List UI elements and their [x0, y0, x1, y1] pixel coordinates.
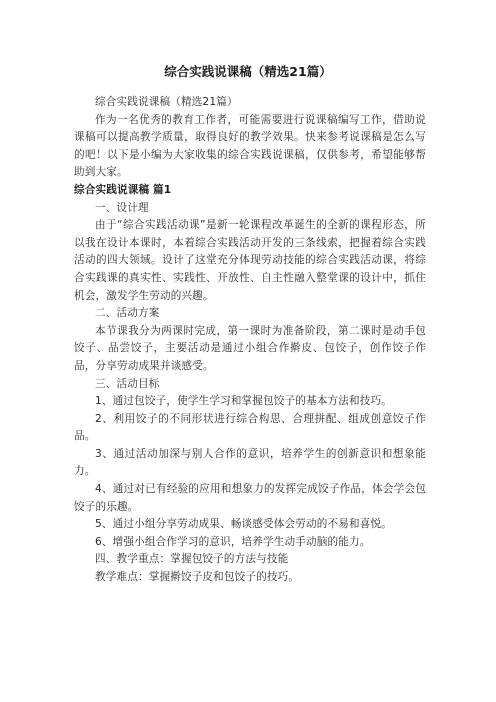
paragraph-intro: 作为一名优秀的教育工作者，可能需要进行说课稿编写工作，借助说课稿可以提高教学质量，取得良好的教学效果。快来参考说课稿是怎么写的吧！以下是小编为大家收集的综合实践说课稿，仅供参考，希望能够帮助到大家。 [74, 113, 426, 179]
paragraph-goal-2: 2、利用饺子的不同形状进行综合构思、合理拼配、组成创意饺子作品。 [74, 412, 426, 443]
paragraph-subtitle: 综合实践说课稿（精选21篇） [95, 96, 238, 108]
paragraph-difficulty: 教学难点：掌握擀饺子皮和包饺子的技巧。 [95, 571, 300, 584]
paragraph-goal-6: 6、增强小组合作学习的意识，培养学生动手动脑的能力。 [95, 535, 371, 548]
document-title: 综合实践说课稿（精选21篇） [164, 64, 332, 79]
paragraph-design-rationale: 由于“综合实践活动课”是新一轮课程改革诞生的全新的课程形态，所以我在设计本课时，本着综合实践活动开发的三条线索，把握着综合实践活动的四大领域。设计了这堂充分体现劳动技能的综合实践活动课，将综合实践课的真实性、实践性、开放性、自主性融入整堂课的设计中，抓住机会，激发学生劳动的兴趣。 [74, 219, 426, 302]
paragraph-activity-plan: 本节课我分为两课时完成，第一课时为准备阶段，第二课时是动手包饺子、品尝饺子，主要活动是通过小组合作擀皮、包饺子，创作饺子作品，分享劳动成果并谈感受。 [74, 324, 426, 372]
paragraph-goal-4: 4、通过对已有经验的应用和想象力的发挥完成饺子作品，体会学会包饺子的乐趣。 [74, 483, 426, 513]
paragraph-section-3: 三、活动目标 [95, 377, 160, 390]
paragraph-key-point: 四、教学重点：掌握包饺子的方法与技能 [95, 553, 289, 566]
paragraph-section-1: 一、设计理 [95, 201, 149, 214]
paragraph-section-2: 二、活动方案 [95, 307, 160, 320]
paragraph-goal-5: 5、通过小组分享劳动成果、畅谈感受体会劳动的不易和喜悦。 [95, 518, 392, 531]
paragraph-goal-1: 1、通过包饺子，使学生学习和掌握包饺子的基本方法和技巧。 [95, 395, 392, 408]
section-heading: 综合实践说课稿 篇1 [74, 183, 172, 196]
document-body [74, 94, 426, 587]
paragraph-goal-3: 3、通过活动加深与别人合作的意识，培养学生的创新意识和想象能力。 [74, 447, 426, 478]
